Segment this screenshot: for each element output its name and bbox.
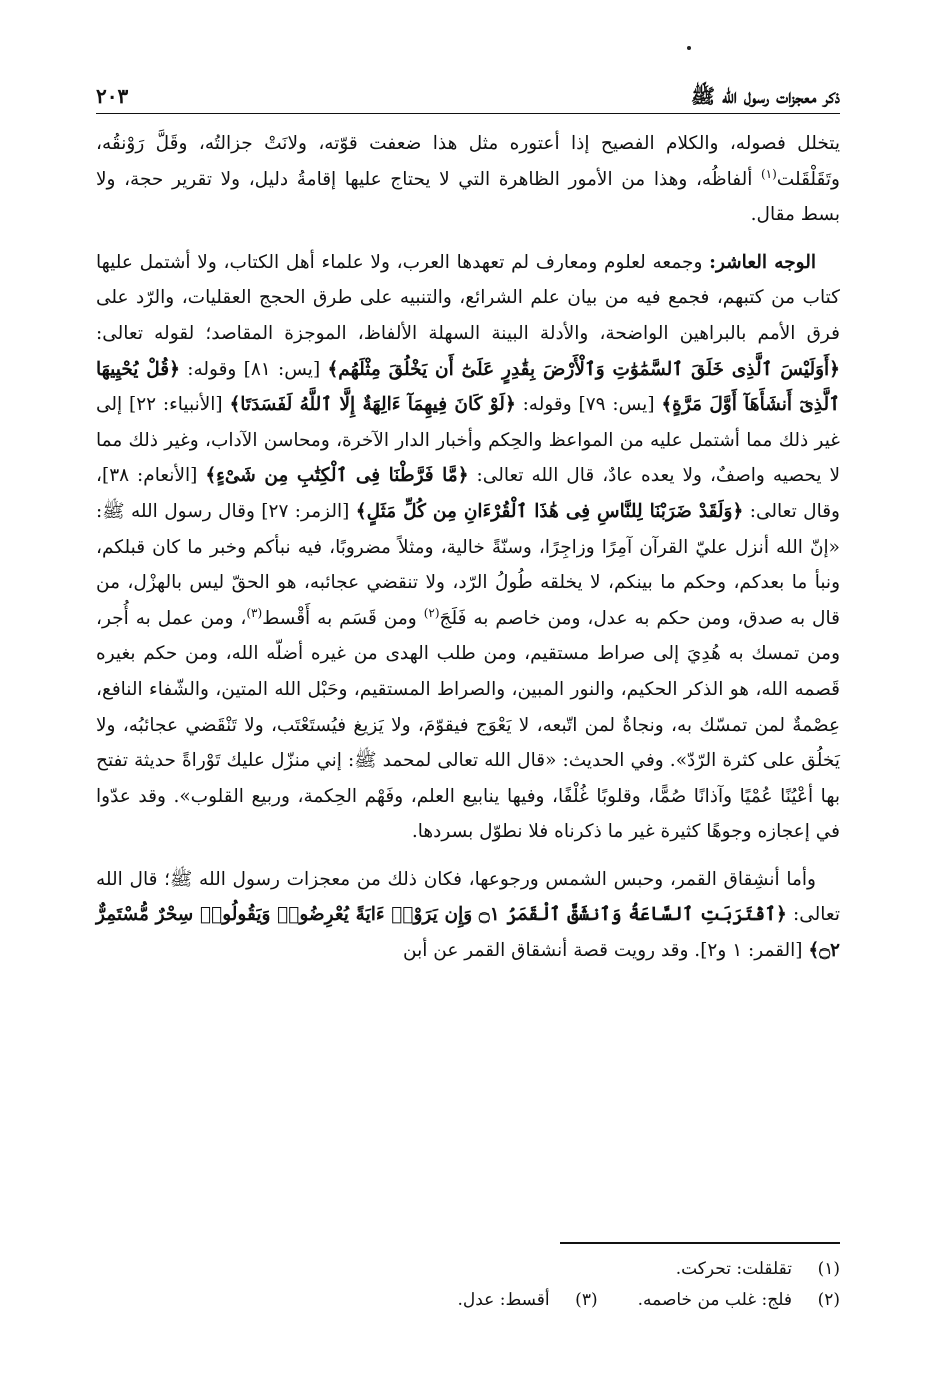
book-page xyxy=(96,72,840,1362)
paragraph-2-text: وجمعه لعلوم ومعارف لم تعهدها العرب، ولا علماء أهل الكتاب، ولا أشتمل عليها كتاب من كتبهم، فجمع فيه من بيان علم الشرائع، والتنبيه على طرق الحجج العقليات، والرّد على فرق الأمم بالبراهين الواضحة، والأدلة البينة السهلة الألفاظ، الموجزة المقاصد؛ لقوله تعالى: xyxy=(96,251,840,344)
footnote-ref-3: (٣) xyxy=(246,605,263,620)
paragraph-3 xyxy=(96,862,840,969)
footnote-3-text: أقسط: عدل. xyxy=(457,1290,550,1310)
footnote-1-text: تقلقلت: تحركت. xyxy=(675,1259,792,1279)
running-header xyxy=(96,72,840,114)
paragraph-2-text3: [يس: ٧٩] وقوله: xyxy=(515,394,662,416)
page-speck xyxy=(687,46,691,50)
footnote-3-number: (٣) xyxy=(575,1290,598,1310)
footnote-2-number: (٢) xyxy=(817,1290,840,1310)
section-lead: الوجه العاشر: xyxy=(709,251,816,273)
footnote-2-text: فلج: غلب من خاصمه. xyxy=(637,1290,792,1310)
paragraph-1-text-after: ألفاظُه، وهذا من الأمور الظاهرة التي لا يحتاج عليها إقامةُ دليل، ولا تقرير حجة، ولا بسط مقال. xyxy=(96,168,840,226)
chapter-title: ذكر معجزات رسول الله ﷺ xyxy=(690,84,840,108)
footnote-1 xyxy=(676,1254,840,1285)
paragraph-3-text: وأما أنشِقاق القمر، وحبس الشمس ورجوعها، فكان ذلك من معجزات رسول الله ﷺ؛ قال الله تعالى: xyxy=(96,868,840,926)
paragraph-2 xyxy=(96,245,840,850)
quran-verse-5: ﴿وَلَقَدْ ضَرَبْنَا لِلنَّاسِ فِى هَٰذَا ٱلْقُرْءَانِ مِن كُلِّ مَثَلٍ﴾ xyxy=(355,500,744,522)
paragraph-2-text4: [الأنبياء: ٢٢] إلى غير ذلك مما أشتمل عليه من المواعظ والحِكم وأخبار الدار الآخرة، ومحاسن الآداب، وغير ذلك مما لا يحصيه واصفٌ، ولا يعده عادٌ، قال الله تعالى: xyxy=(96,394,840,487)
page-number: ٢٠٣ xyxy=(96,84,129,108)
footnotes xyxy=(96,1242,840,1316)
paragraph-1-text: يتخلل فصوله، والكلام الفصيح إذا أعتوره مثل هذا ضعفت قوّته، ولانَتْ جزالتُه، وقَلَّ رَوْنقُه، وتَقَلْقَلت xyxy=(96,133,840,190)
footnote-rule xyxy=(560,1242,840,1244)
quran-verse-1: ﴿أَوَلَيْسَ ٱلَّذِى خَلَقَ ٱلسَّمَٰوَٰتِ وَٱلْأَرْضَ بِقَٰدِرٍ عَلَىٰٓ أَن يَخْلُقَ مِثْلَهُم﴾ xyxy=(327,358,840,380)
footnote-row-2 xyxy=(96,1285,840,1316)
paragraph-2-text7: ومن قَسَم به أَقْسط xyxy=(262,607,424,629)
paragraph-3-text-after: [القمر: ١ و٢]. وقد رويت قصة أنشقاق القمر عن أبن xyxy=(403,940,809,962)
paragraph-1 xyxy=(96,126,840,233)
footnote-row-1 xyxy=(96,1254,840,1285)
quran-verse-6: ﴿ٱقْتَرَبَتِ ٱلسَّاعَةُ وَٱنشَقَّ ٱلْقَمَرُ ۝١ وَإِن يَرَوْا۟ ءَايَةً يُعْرِضُوا۟ وَيَقُولُوا۟ سِحْرٌ مُّسْتَمِرٌّ ۝٢﴾ xyxy=(96,904,840,962)
footnote-list xyxy=(96,1254,840,1316)
paragraph-2-text5: [الأنعام: ٣٨]، وقال تعالى: xyxy=(96,465,840,522)
quran-verse-3: ﴿لَوْ كَانَ فِيهِمَآ ءَالِهَةٌ إِلَّا ٱللَّهُ لَفَسَدَتَا﴾ xyxy=(229,394,516,416)
paragraph-2-text6: [الزمر: ٢٧] وقال رسول الله ﷺ: «إنّ الله أنزل عليّ القرآن آمِرًا وزاجِرًا، وسنّةً خالية، ومثلاً مضروبًا، فيه نبأكم وخبر ما كان قبلكم، ونبأ ما بعدكم، وحكم ما بينكم، لا يخلقه طُولُ الرّد، ولا تنقضي عجائبه، هو الحقّ ليس بالهزْل، من قال به صدق، ومن حكم به عدل، ومن خاصم به فَلَجَ xyxy=(96,500,840,629)
quran-verse-2: ﴿قُلْ يُحْيِيهَا ٱلَّذِىٓ أَنشَأَهَآ أَوَّلَ مَرَّةٍ﴾ xyxy=(96,358,840,416)
footnote-3 xyxy=(457,1285,597,1316)
footnote-2 xyxy=(638,1285,840,1316)
page-body xyxy=(96,126,840,969)
footnote-1-number: (١) xyxy=(817,1259,840,1279)
paragraph-2-text2: [يس: ٨١] وقوله: xyxy=(179,358,328,380)
footnote-ref-1: (١) xyxy=(760,166,777,181)
quran-verse-4: ﴿مَّا فَرَّطْنَا فِى ٱلْكِتَٰبِ مِن شَىْءٍ﴾ xyxy=(205,465,469,487)
paragraph-2-text8: ، ومن عمل به أُجر، ومن تمسك به هُدِيَ إلى صراط مستقيم، ومن طلب الهدى من غيره أضلّه الله، ومن حكم بغيره قَصمه الله، هو الذكر الحكيم، والنور المبين، والصراط المستقيم، وحَبْل الله المتين، والشّفاء النافع، عِصْمةٌ لمن تمسّك به، ونجاةٌ لمن اتّبعه، لا يَعْوَج فيقوّمَ، ولا يَزيغ فيُستَعْتَب، ولا تَنْقَضي عجائبُه، ولا يَخلُق على كثرة الرّدّ». وفي الحديث: «قال الله تعالى لمحمد ﷺ: إني منزّل عليك تَوْراةً حديثة تفتح بها أعْيُنًا عُمْيًا وآذانًا صُمًّا، وقلوبًا غُلْفًا، وفيها ينابيع العلم، وفَهْم الحِكمة، وربيع القلوب». وقد عدّوا في إعجازه وجوهًا كثيرة غير ما ذكرناه فلا نطوّل بسردها. xyxy=(96,607,840,843)
footnote-ref-2: (٢) xyxy=(423,605,440,620)
